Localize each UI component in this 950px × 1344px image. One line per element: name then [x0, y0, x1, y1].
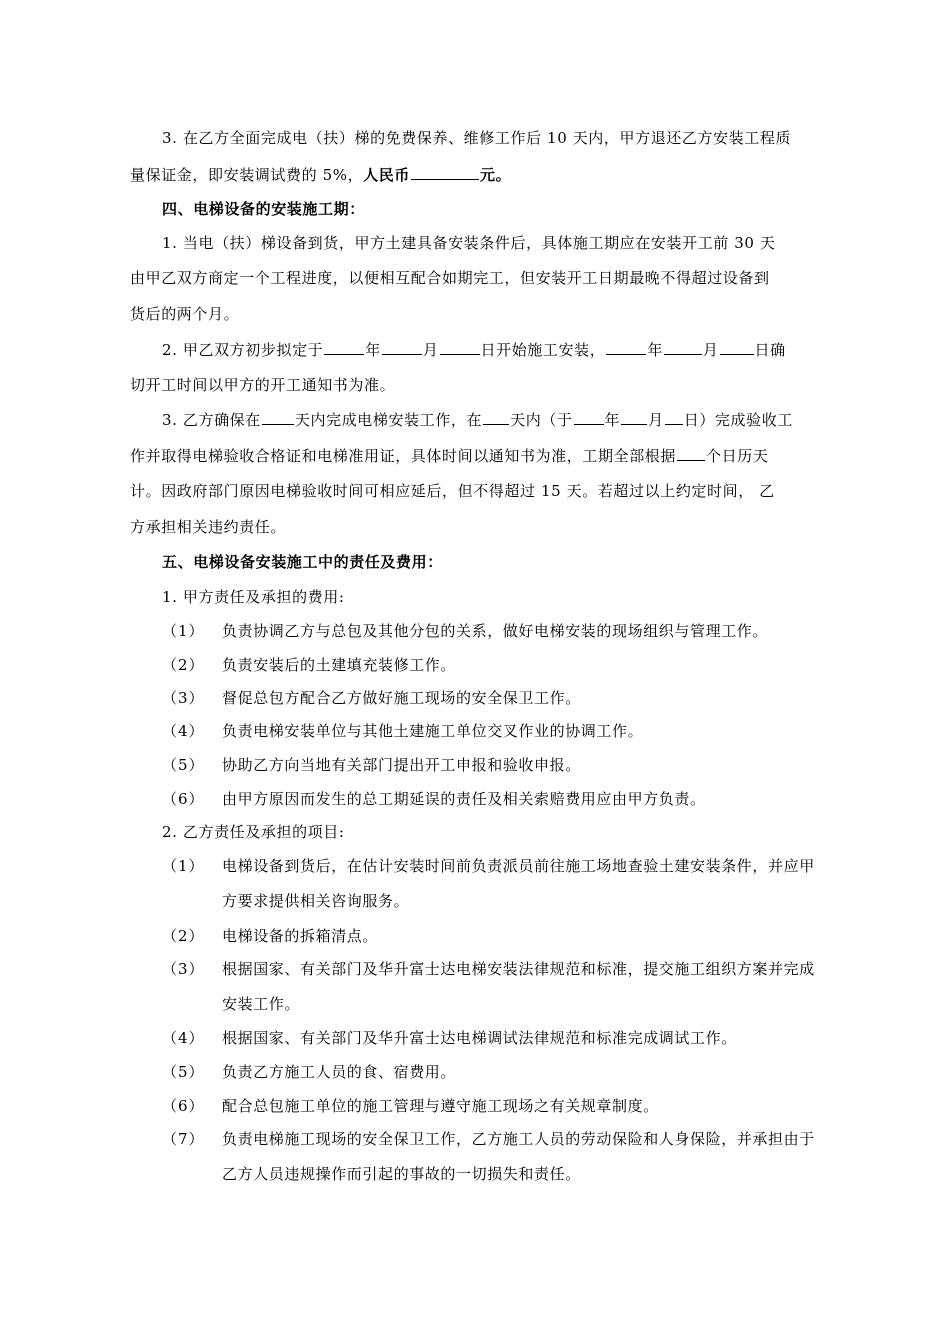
blank-field	[574, 409, 604, 425]
blank-field	[677, 445, 705, 461]
list-number: （6）	[162, 790, 205, 808]
list-number: （4）	[162, 722, 205, 740]
section-heading: 四、电梯设备的安装施工期：	[162, 200, 365, 218]
blank-field	[665, 409, 683, 425]
list-item-continuation: 方要求提供相关咨询服务。	[222, 892, 410, 910]
list-number: （3）	[162, 689, 205, 707]
blank-field	[382, 339, 422, 355]
list-item: 电梯设备到货后，在估计安装时间前负责派员前往施工场地查验土建安装条件，并应甲	[222, 857, 815, 875]
blank-field	[621, 409, 647, 425]
list-item: 负责乙方施工人员的食、宿费用。	[222, 1063, 457, 1081]
paragraph-line: 2. 甲乙双方初步拟定于 年 月 日开始施工安装， 年 月 日确	[162, 341, 786, 359]
list-item: 根据国家、有关部门及华升富士达电梯调试法律规范和标准完成调试工作。	[222, 1029, 737, 1047]
list-item: 督促总包方配合乙方做好施工现场的安全保卫工作。	[222, 689, 581, 707]
list-item: 负责电梯施工现场的安全保卫工作，乙方施工人员的劳动保险和人身保险，并承担由于	[222, 1130, 815, 1148]
paragraph-line: 由甲乙双方商定一个工程进度，以便相互配合如期完工，但安装开工日期最晚不得超过设备到	[130, 269, 770, 287]
list-item: 电梯设备的拆箱清点。	[222, 927, 379, 945]
paragraph-line: 量保证金，即安装调试费的 5%，人民币 元。	[130, 166, 512, 184]
list-number: （5）	[162, 756, 205, 774]
paragraph-line: 3. 在乙方全面完成电（扶）梯的免费保养、维修工作后 10 天内，甲方退还乙方安装工程质	[162, 129, 792, 147]
list-item: 负责电梯安装单位与其他土建施工单位交叉作业的协调工作。	[222, 722, 644, 740]
blank-field	[664, 339, 702, 355]
paragraph-line: 作并取得电梯验收合格证和电梯准用证，具体时间以通知书为准，工期全部根据 个日历天	[130, 447, 769, 465]
subsection-title: 2. 乙方责任及承担的项目:	[162, 823, 345, 841]
blank-field	[411, 164, 479, 180]
blank-field	[324, 339, 364, 355]
list-number: （5）	[162, 1063, 205, 1081]
list-number: （1）	[162, 622, 205, 640]
list-item: 协助乙方向当地有关部门提出开工申报和验收申报。	[222, 756, 581, 774]
list-item: 根据国家、有关部门及华升富士达电梯安装法律规范和标准，提交施工组织方案并完成	[222, 960, 815, 978]
list-item-continuation: 安装工作。	[222, 995, 301, 1013]
paragraph-line: 计。因政府部门原因电梯验收时间可相应延后，但不得超过 15 天。若超过以上约定时间， 乙	[130, 482, 775, 500]
section-heading: 五、电梯设备安装施工中的责任及费用：	[162, 553, 443, 571]
blank-field	[606, 339, 646, 355]
blank-field	[262, 409, 294, 425]
paragraph-line: 1. 当电（扶）梯设备到货，甲方土建具备安装条件后，具体施工期应在安装开工前 30 天	[162, 234, 776, 252]
subsection-title: 1. 甲方责任及承担的费用:	[162, 588, 345, 606]
list-number: （1）	[162, 857, 205, 875]
paragraph-line: 切开工时间以甲方的开工通知书为准。	[130, 376, 396, 394]
list-number: （2）	[162, 927, 205, 945]
list-number: （6）	[162, 1097, 205, 1115]
list-number: （7）	[162, 1130, 205, 1148]
list-item: 由甲方原因而发生的总工期延误的责任及相关索赔费用应由甲方负责。	[222, 790, 706, 808]
blank-field	[720, 339, 754, 355]
paragraph-line: 3. 乙方确保在 天内完成电梯安装工作，在 天内（于 年 月 日）完成验收工	[162, 411, 793, 429]
paragraph-line: 货后的两个月。	[130, 305, 240, 323]
list-item: 配合总包施工单位的施工管理与遵守施工现场之有关规章制度。	[222, 1097, 659, 1115]
list-number: （4）	[162, 1029, 205, 1047]
paragraph-line: 方承担相关违约责任。	[130, 518, 287, 536]
list-item: 负责协调乙方与总包及其他分包的关系，做好电梯安装的现场组织与管理工作。	[222, 622, 769, 640]
blank-field	[483, 409, 509, 425]
list-number: （3）	[162, 960, 205, 978]
blank-field	[440, 339, 480, 355]
list-item: 负责安装后的土建填充装修工作。	[222, 656, 457, 674]
list-item-continuation: 乙方人员违规操作而引起的事故的一切损失和责任。	[222, 1165, 581, 1183]
list-number: （2）	[162, 656, 205, 674]
